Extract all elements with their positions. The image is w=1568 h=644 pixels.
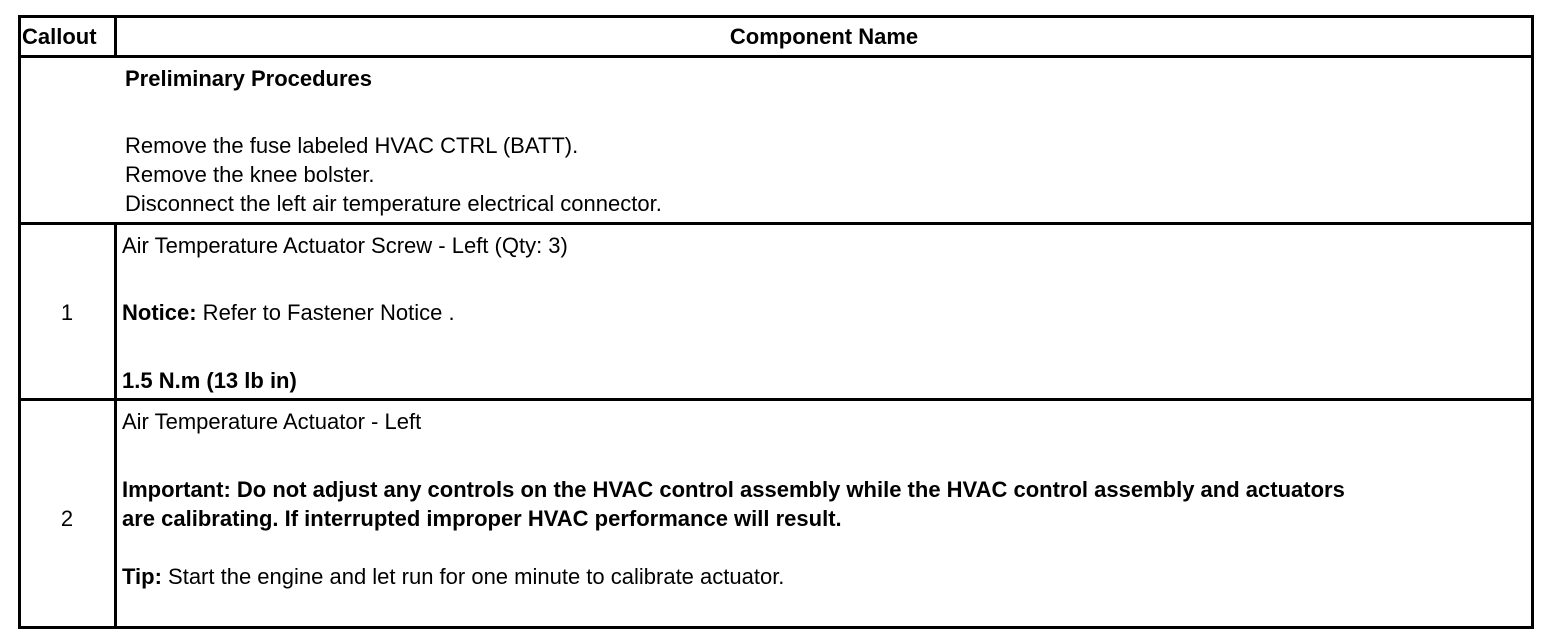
table-border-top xyxy=(18,15,1534,18)
row-divider-preliminary xyxy=(18,222,1534,225)
row-divider-1 xyxy=(18,398,1534,401)
callout-number: 2 xyxy=(60,506,74,531)
preliminary-step: Remove the knee bolster. xyxy=(125,162,375,187)
preliminary-step: Remove the fuse labeled HVAC CTRL (BATT). xyxy=(125,133,579,158)
notice-line xyxy=(122,300,455,326)
tip-line xyxy=(122,564,784,590)
notice-label: Notice: xyxy=(122,300,197,325)
tip-label: Tip: xyxy=(122,564,162,589)
callout-number: 1 xyxy=(60,300,74,325)
table-border-bottom xyxy=(18,626,1534,629)
preliminary-step: Disconnect the left air temperature electrical connector. xyxy=(125,191,662,216)
header-callout: Callout xyxy=(22,24,97,49)
important-note-line: are calibrating. If interrupted improper HVAC performance will result. xyxy=(122,506,842,531)
torque-spec: 1.5 N.m (13 lb in) xyxy=(122,368,297,393)
preliminary-title: Preliminary Procedures xyxy=(125,66,373,91)
column-divider-body xyxy=(114,222,117,629)
header-row-divider xyxy=(18,55,1534,58)
component-name: Air Temperature Actuator - Left xyxy=(122,409,422,434)
tip-text: Start the engine and let run for one minute to calibrate actuator. xyxy=(161,564,785,589)
component-name: Air Temperature Actuator Screw - Left (Qty: 3) xyxy=(122,233,568,258)
important-note-line: Important: Do not adjust any controls on the HVAC control assembly while the HVAC control assembly and actuators xyxy=(122,477,1345,502)
header-component-name: Component Name xyxy=(729,24,919,49)
table-border-right xyxy=(1531,15,1534,629)
notice-text: Refer to Fastener Notice . xyxy=(196,300,455,325)
